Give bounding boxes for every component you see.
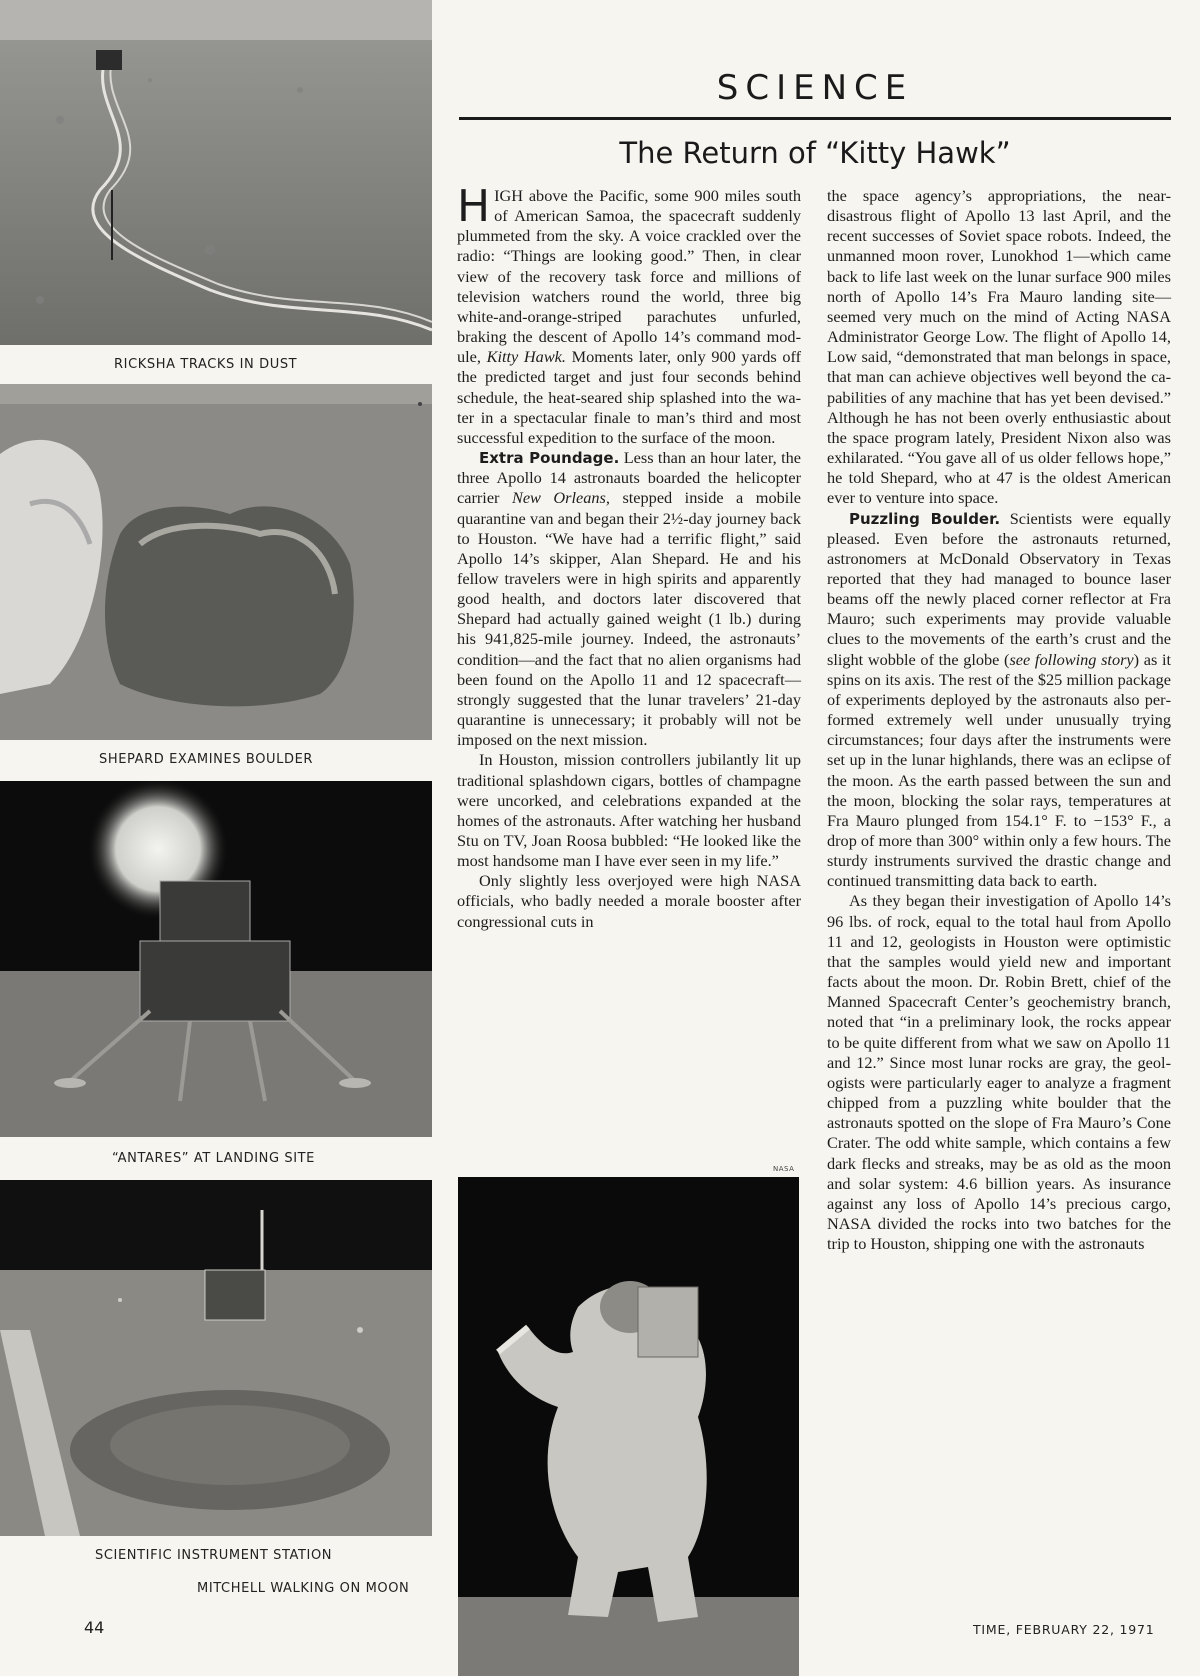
paragraph-lead: HIGH above the Pacific, some 900 miles south of American Samoa, the spacecraft suddenly plummeted from the sky. A voice crackled over the radio: “Things are looking good.” Then, in clear view of the recovery task force and millions of television watchers round the world, three big white-and-orange-striped parachutes unfurled, braking the descent of Apollo 14’s command module, Kitty Hawk. Moments later, only 900 yards off the predicted target and just four seconds behind schedule, the heat-seared ship splashed into the water in a spectacular finale to man’s third and most successful expedition to the surface of the moon. xyxy=(457,181,802,447)
photo-shepard-boulder xyxy=(0,384,432,740)
photo-antares-landing xyxy=(0,781,432,1137)
issue-date: TIME, FEBRUARY 22, 1971 xyxy=(973,1622,1155,1637)
caption-instrument-station: SCIENTIFIC INSTRUMENT STATION xyxy=(95,1548,333,1563)
subhead-extra-poundage: Extra Poundage. xyxy=(479,449,620,468)
page-number: 44 xyxy=(84,1618,105,1637)
caption-shepard-boulder: SHEPARD EXAMINES BOULDER xyxy=(99,752,314,767)
paragraph-rock-investigation: As they began their investigation of Apollo 14’s 96 lbs. of rock, equal to the total haul from Apollo 11 and 12, geologists in Houston were optimistic that the samples would yield new and important facts about the moon. Dr. Robin Brett, chief of the Manned Spacecraft Center’s geochemistry branch, noted that “in a preliminary look, the rocks appear to be quite different from what we saw on Apollo 11 and 12.” Since most lunar rocks are gray, the geologists were particularly eager to analyze a fragment chipped from a puzzling white boulder that the astronauts spotted on the slope of Fra Mauro’s Cone Crater. The odd white sample, which contains a few dark flecks and streaks, may be as old as the moon and solar system: 4.6 billion years. As insurance against any loss of Apollo 14’s precious cargo, NASA divided the rocks into two batches for the trip to Houston, shipping one with the astronauts xyxy=(827,891,1171,1254)
paragraph-houston: In Houston, mission controllers jubilantly lit up traditional splashdown cigars, bottles of champagne were uncorked, and celebrations expanded at the homes of the astronauts. After watching her husband Stu on TV, Joan Roosa bubbled: “He looked like the most handsome man I have ever seen in my life.” xyxy=(457,750,801,871)
subhead-puzzling-boulder: Puzzling Boulder. xyxy=(849,509,1001,528)
caption-antares: “ANTARES” AT LANDING SITE xyxy=(112,1151,315,1166)
photo-credit: NASA xyxy=(773,1165,795,1173)
drop-cap: H xyxy=(457,181,491,232)
photo-instrument-station xyxy=(0,1180,432,1536)
article-column-2 xyxy=(827,186,1171,1254)
paragraph-space-agency: the space agency’s appropriations, the near-disastrous flight of Apollo 13 last April, and the recent successes of Soviet space robots. Indeed, the unmanned moon rover, Lunokhod 1—which came back to life last week on the lunar surface 900 miles north of Apollo 14’s Fra Mauro landing site—seemed very much on the mind of Acting NASA Administrator George Low. The flight of Apollo 14, Low said, “demonstrated that man belongs in space, that man can achieve objectives well beyond the capabilities of any machine that has yet been devised.” Although he has not been overly enthusiastic about the space program lately, President Nixon also was exhilarated. “You gave all of us older fellows hope,” he told Shepard, who at 47 is the oldest American ever to venture into space. xyxy=(827,186,1171,508)
article-headline: The Return of “Kitty Hawk” xyxy=(619,136,1011,170)
section-title: SCIENCE xyxy=(716,68,914,108)
paragraph-extra-poundage: Extra Poundage. Less than an hour later, the three Apollo 14 astronauts boarded the helicopter carrier New Orleans, stepped inside a mobile quarantine van and began their 2½-day journey back to Houston. “We have had a terrific flight,” said Apollo 14’s skipper, Alan Shepard. He and his fellow travelers were in high spirits and apparently good health, and doctors later discovered that Shepard had actually gained weight (1 lb.) during his 941,825-mile journey. Indeed, the astronauts’ condition—and the fact that no alien organisms had been found on the Apollo 11 and 12 spacecraft—strongly suggested that the lunar travelers’ 21-day quarantine is unnecessary; it probably will not be imposed on the next mission. xyxy=(457,448,802,750)
photo-mitchell-walking xyxy=(458,1177,799,1676)
caption-mitchell: MITCHELL WALKING ON MOON xyxy=(197,1581,410,1596)
paragraph-nasa-officials: Only slightly less overjoyed were high NASA officials, who badly needed a morale booster after congressional cuts in xyxy=(457,871,801,931)
photo-ricksha-tracks xyxy=(0,0,432,345)
section-rule xyxy=(459,117,1171,120)
article-column-1 xyxy=(457,181,802,932)
paragraph-puzzling-boulder: Puzzling Boulder. Scientists were equally pleased. Even before the astronauts returned, astronomers at McDonald Observatory in Texas reported that they had managed to bounce laser beams off the newly placed corner reflector at Fra Mauro; such experiments may provide valuable clues to the movements of the earth’s crust and the slight wobble of the globe (see following story) as it spins on its axis. The rest of the $25 million package of experiments deployed by the astronauts also performed extremely well under unusually trying circumstances; four days after the instruments were set up in the lunar highlands, there was an eclipse of the moon. As the earth passed between the sun and the moon, blocking the solar rays, temperatures at Fra Mauro plunged from 154.1° F. to −153° F., a drop of more than 300° within only a few hours. The sturdy instruments survived the drastic change and continued transmitting data back to earth. xyxy=(827,508,1172,891)
caption-ricksha-tracks: RICKSHA TRACKS IN DUST xyxy=(114,357,298,372)
